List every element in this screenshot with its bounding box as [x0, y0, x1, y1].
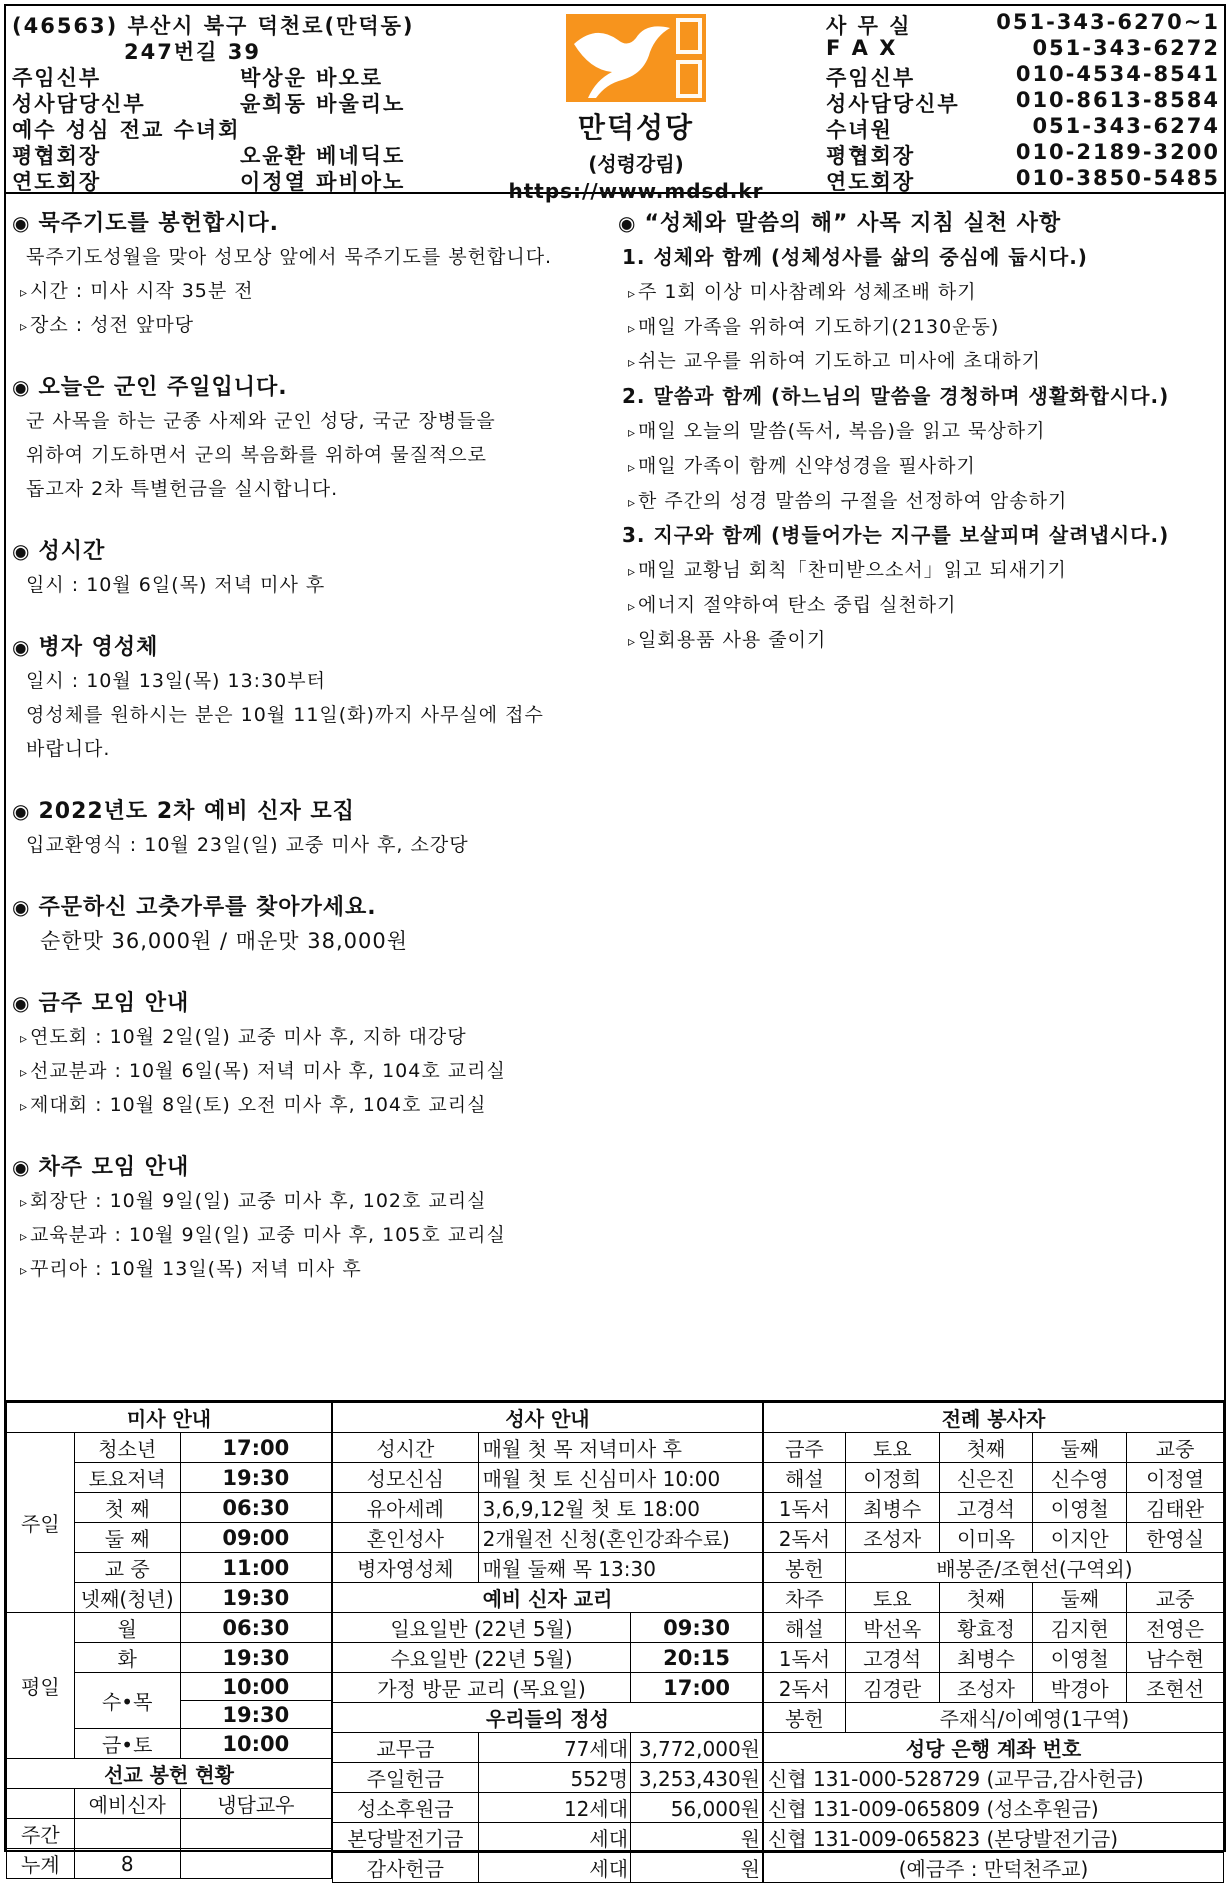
notice-line: 영성체를 원하시는 분은 10월 11일(화)까지 사무실에 접수	[26, 704, 544, 726]
column-header: 교중	[1127, 1583, 1224, 1613]
server-name: 조성자	[939, 1673, 1033, 1703]
mass-time: 19:30	[180, 1583, 331, 1613]
server-name: 이영철	[1033, 1493, 1127, 1523]
class-time: 20:15	[631, 1643, 763, 1673]
notice-line: 일시 : 10월 13일(목) 13:30부터	[26, 670, 326, 692]
sacrament-detail: 매월 첫 토 신심미사 10:00	[478, 1463, 762, 1493]
guideline-item: ▹ 매일 오늘의 말씀(독서, 복음)을 읽고 묵상하기	[618, 414, 1224, 449]
sacrament-detail: 2개월전 신청(혼인강좌수료)	[478, 1523, 762, 1553]
server-name: 최병수	[939, 1643, 1033, 1673]
role-label: 1독서	[764, 1643, 846, 1673]
mass-name: 화	[74, 1643, 180, 1673]
bank-account: 신협 131-009-065809 (성소후원금)	[764, 1793, 1224, 1823]
mass-time: 09:00	[180, 1523, 331, 1553]
column-header: 둘째	[1033, 1433, 1127, 1463]
staff-row: 연도회장 이정열 파비아노	[12, 170, 406, 194]
offering-name: 주일헌금	[333, 1763, 479, 1793]
server-name: 신은진	[939, 1463, 1033, 1493]
notice-line: 돕고자 2차 특별헌금을 실시합니다.	[26, 478, 339, 500]
guideline-item: ▹ 한 주간의 성경 말씀의 구절을 선정하여 암송하기	[618, 484, 1224, 519]
notice-line: ▹ 연도회 : 10월 2일(일) 교중 미사 후, 지하 대강당	[12, 1020, 612, 1054]
offering-count: 77세대	[478, 1733, 630, 1763]
server-name: 박선옥	[845, 1613, 939, 1643]
server-name: 김태완	[1127, 1493, 1224, 1523]
mass-time: 06:30	[180, 1493, 331, 1523]
mass-name: 토요저녁	[74, 1463, 180, 1493]
notice-section	[12, 534, 612, 602]
header	[6, 6, 1224, 203]
mass-name: 넷째(청년)	[74, 1583, 180, 1613]
offering-count: 세대	[478, 1823, 630, 1853]
role-label: 해설	[764, 1463, 846, 1493]
parish-address-block	[12, 10, 482, 192]
sacrament-detail: 매월 첫 목 저녁미사 후	[478, 1433, 762, 1463]
server-name: 이지안	[1033, 1523, 1127, 1553]
column-header: 둘째	[1033, 1583, 1127, 1613]
column-header: 첫째	[939, 1583, 1033, 1613]
mass-name: 청소년	[74, 1433, 180, 1463]
contact-row: 평협회장 010-2189-3200	[826, 140, 1220, 168]
parish-subtitle: (성령강림)	[588, 152, 684, 176]
table-title: 우리들의 정성	[333, 1703, 763, 1733]
role-label: 봉헌	[764, 1703, 846, 1733]
empty-cell	[7, 1789, 75, 1819]
notice-line: 일시 : 10월 6일(목) 저녁 미사 후	[26, 574, 326, 596]
table-title: 선교 봉헌 현황	[7, 1759, 332, 1789]
server-name: 이정희	[845, 1463, 939, 1493]
column-header: 토요	[845, 1433, 939, 1463]
notice-section	[12, 890, 612, 958]
guideline-item: ▹ 쉬는 교우를 위하여 기도하고 미사에 초대하기	[618, 344, 1224, 379]
offering-amount: 원	[631, 1853, 763, 1883]
server-name: 김지현	[1033, 1613, 1127, 1643]
section-title: ◉ 금주 모임 안내	[12, 991, 190, 1016]
server-name: 이영철	[1033, 1643, 1127, 1673]
sacrament-name: 병자영성체	[333, 1553, 479, 1583]
notice-line: ▹ 장소 : 성전 앞마당	[12, 308, 612, 342]
parish-logo-block	[486, 14, 786, 203]
section-title: ◉ 병자 영성체	[12, 635, 159, 660]
bullseye-bullet-icon: ◉	[12, 539, 31, 563]
column-header: 교중	[1127, 1433, 1224, 1463]
section-title: ◉ 주문하신 고춧가루를 찾아가세요.	[12, 895, 377, 920]
section-title: ◉ 성시간	[12, 539, 106, 564]
contact-row: 사 무 실 051-343-6270~1	[826, 10, 1220, 38]
parish-name: 만덕성당	[577, 111, 695, 144]
notice-section	[12, 370, 612, 506]
guideline-heading: 2. 말씀과 함께 (하느님의 말씀을 경청하며 생활화합시다.)	[622, 384, 1170, 409]
table-title: 미사 안내	[7, 1403, 332, 1433]
guideline-item: ▹ 매일 가족이 함께 신약성경을 필사하기	[618, 449, 1224, 484]
class-name: 일요일반 (22년 5월)	[333, 1613, 631, 1643]
bullseye-bullet-icon: ◉	[12, 895, 31, 919]
section-title: ◉ “성체와 말씀의 해” 사목 지침 실천 사항	[618, 211, 1062, 236]
server-name: 한영실	[1127, 1523, 1224, 1553]
notice-line: ▹ 시간 : 미사 시작 35분 전	[12, 274, 612, 308]
offering-count: 12세대	[478, 1793, 630, 1823]
column-header: 냉담교우	[180, 1789, 331, 1819]
notice-line: 묵주기도성월을 맞아 성모상 앞에서 묵주기도를 봉헌합니다.	[26, 246, 553, 268]
role-label: 1독서	[764, 1493, 846, 1523]
server-name: 이정열	[1127, 1463, 1224, 1493]
column-header: 토요	[845, 1583, 939, 1613]
sacrament-detail: 3,6,9,12월 첫 토 18:00	[478, 1493, 762, 1523]
mass-time: 19:30	[180, 1463, 331, 1493]
bank-account: 신협 131-000-528729 (교무금,감사헌금)	[764, 1763, 1224, 1793]
sacrament-table	[332, 1402, 763, 1883]
notice-line: 위하여 기도하면서 군의 복음화를 위하여 물질적으로	[26, 444, 487, 466]
notices-left-column	[12, 206, 612, 1314]
bullseye-bullet-icon: ◉	[12, 211, 31, 235]
server-name: 최병수	[845, 1493, 939, 1523]
column-header: 차주	[764, 1583, 846, 1613]
guideline-heading: 3. 지구와 함께 (병들어가는 지구를 보살피며 살려냅시다.)	[622, 523, 1170, 548]
liturgy-table	[763, 1402, 1224, 1883]
pastoral-guidelines-column	[618, 206, 1224, 658]
dove-logo-icon	[566, 14, 706, 102]
server-name: 조성자	[845, 1523, 939, 1553]
mass-name: 둘 째	[74, 1523, 180, 1553]
row-label: 주간	[7, 1819, 75, 1849]
contact-row: 수녀원 051-343-6274	[826, 114, 1220, 142]
table-title: 성당 은행 계좌 번호	[764, 1733, 1224, 1763]
mass-name: 월	[74, 1613, 180, 1643]
server-name: 박경아	[1033, 1673, 1127, 1703]
bullseye-bullet-icon: ◉	[12, 991, 31, 1015]
server-name: 배봉준/조현선(구역외)	[845, 1553, 1223, 1583]
server-name: 전영은	[1127, 1613, 1224, 1643]
column-header: 예비신자	[74, 1789, 180, 1819]
role-label: 봉헌	[764, 1553, 846, 1583]
bullseye-bullet-icon: ◉	[12, 635, 31, 659]
contact-row: 연도회장 010-3850-5485	[826, 166, 1220, 194]
class-time: 17:00	[631, 1673, 763, 1703]
server-name: 김경란	[845, 1673, 939, 1703]
notice-line: 순한맛 36,000원 / 매운맛 38,000원	[40, 929, 409, 953]
class-name: 수요일반 (22년 5월)	[333, 1643, 631, 1673]
notice-section	[12, 794, 612, 862]
sacrament-name: 유아세례	[333, 1493, 479, 1523]
server-name: 고경석	[845, 1643, 939, 1673]
offering-amount: 3,253,430원	[631, 1763, 763, 1793]
mass-name: 첫 째	[74, 1493, 180, 1523]
bullseye-bullet-icon: ◉	[12, 1155, 31, 1179]
notice-section	[12, 206, 612, 342]
role-label: 2독서	[764, 1523, 846, 1553]
address-line-1: (46563) 부산시 북구 덕천로(만덕동)	[12, 14, 415, 38]
mass-time: 19:30	[180, 1701, 331, 1729]
table-title: 전례 봉사자	[764, 1403, 1224, 1433]
notice-section	[12, 630, 612, 766]
section-title: ◉ 차주 모임 안내	[12, 1155, 190, 1180]
staff-row: 예수 성심 전교 수녀회	[12, 118, 241, 142]
class-name: 가정 방문 교리 (목요일)	[333, 1673, 631, 1703]
section-title: ◉ 묵주기도를 봉헌합시다.	[12, 211, 279, 236]
notice-line: ▹ 선교분과 : 10월 6일(목) 저녁 미사 후, 104호 교리실	[12, 1054, 612, 1088]
address-line-2: 247번길 39	[124, 40, 261, 64]
notice-line: ▹ 회장단 : 10월 9일(일) 교중 미사 후, 102호 교리실	[12, 1184, 612, 1218]
server-name: 이미옥	[939, 1523, 1033, 1553]
offering-name: 감사헌금	[333, 1853, 479, 1883]
mass-time: 11:00	[180, 1553, 331, 1583]
mass-name: 교 중	[74, 1553, 180, 1583]
role-label: 해설	[764, 1613, 846, 1643]
server-name: 남수현	[1127, 1643, 1224, 1673]
guideline-heading: 1. 성체와 함께 (성체성사를 삶의 중심에 둡시다.)	[622, 245, 1088, 269]
contact-block	[826, 10, 1220, 192]
notice-line: ▹ 꾸리아 : 10월 13일(목) 저녁 미사 후	[12, 1252, 612, 1286]
offering-amount: 56,000원	[631, 1793, 763, 1823]
mass-schedule-table	[6, 1402, 332, 1879]
offering-name: 본당발전기금	[333, 1823, 479, 1853]
server-name: 황효정	[939, 1613, 1033, 1643]
guideline-item: ▹ 에너지 절약하여 탄소 중립 실천하기	[618, 588, 1224, 623]
bullseye-bullet-icon: ◉	[618, 211, 637, 235]
notice-line: ▹ 교육분과 : 10월 9일(일) 교중 미사 후, 105호 교리실	[12, 1218, 612, 1252]
account-holder: (예금주 : 만덕천주교)	[764, 1853, 1224, 1883]
mass-time: 17:00	[180, 1433, 331, 1463]
section-title: ◉ 2022년도 2차 예비 신자 모집	[12, 799, 355, 824]
sacrament-detail: 매월 둘째 목 13:30	[478, 1553, 762, 1583]
count-cell	[74, 1819, 180, 1849]
notice-line: 바랍니다.	[26, 738, 111, 760]
notice-section	[12, 1150, 612, 1286]
bulletin-page	[4, 4, 1226, 1881]
notice-section	[12, 986, 612, 1122]
count-cell	[180, 1819, 331, 1849]
server-name: 고경석	[939, 1493, 1033, 1523]
server-name: 신수영	[1033, 1463, 1127, 1493]
contact-row: 성사담당신부 010-8613-8584	[826, 88, 1220, 116]
class-time: 09:30	[631, 1613, 763, 1643]
sacrament-name: 혼인성사	[333, 1523, 479, 1553]
staff-row: 평협회장 오윤환 베네딕도	[12, 144, 406, 168]
section-title: ◉ 오늘은 군인 주일입니다.	[12, 375, 288, 400]
sacrament-name: 성모신심	[333, 1463, 479, 1493]
server-name: 조현선	[1127, 1673, 1224, 1703]
row-label: 누계	[7, 1849, 75, 1879]
column-header: 첫째	[939, 1433, 1033, 1463]
staff-row: 주임신부 박상운 바오로	[12, 66, 384, 90]
staff-row: 성사담당신부 윤희동 바울리노	[12, 92, 406, 116]
count-cell: 8	[74, 1849, 180, 1879]
mass-name: 금•토	[74, 1729, 180, 1759]
parish-url-link[interactable]: https://www.mdsd.kr	[508, 179, 764, 203]
mass-time: 06:30	[180, 1613, 331, 1643]
table-title: 예비 신자 교리	[333, 1583, 763, 1613]
mass-time: 19:30	[180, 1643, 331, 1673]
notice-line: 입교환영식 : 10월 23일(일) 교중 미사 후, 소강당	[26, 834, 469, 856]
offering-count: 세대	[478, 1853, 630, 1883]
mass-time: 10:00	[180, 1673, 331, 1701]
offering-name: 성소후원금	[333, 1793, 479, 1823]
column-header: 금주	[764, 1433, 846, 1463]
offering-name: 교무금	[333, 1733, 479, 1763]
guideline-item: ▹ 매일 가족을 위하여 기도하기(2130운동)	[618, 310, 1224, 345]
sunday-label: 주일	[7, 1433, 75, 1613]
contact-row: 주임신부 010-4534-8541	[826, 62, 1220, 90]
bullseye-bullet-icon: ◉	[12, 799, 31, 823]
server-name: 주재식/이예영(1구역)	[845, 1703, 1223, 1733]
weekday-label: 평일	[7, 1613, 75, 1759]
guideline-item: ▹ 매일 교황님 회칙「찬미받으소서」읽고 되새기기	[618, 553, 1224, 588]
bank-account: 신협 131-009-065823 (본당발전기금)	[764, 1823, 1224, 1853]
count-cell	[180, 1849, 331, 1879]
notice-line: 군 사목을 하는 군종 사제와 군인 성당, 국군 장병들을	[26, 410, 496, 432]
sacrament-name: 성시간	[333, 1433, 479, 1463]
info-tables	[6, 1400, 1224, 1881]
guideline-item: ▹ 일회용품 사용 줄이기	[618, 623, 1224, 658]
mass-time: 10:00	[180, 1729, 331, 1759]
contact-row: F A X 051-343-6272	[826, 36, 1220, 60]
guideline-item: ▹ 주 1회 이상 미사참례와 성체조배 하기	[618, 275, 1224, 310]
offering-count: 552명	[478, 1763, 630, 1793]
role-label: 2독서	[764, 1673, 846, 1703]
mass-name: 수•목	[74, 1673, 180, 1729]
offering-amount: 원	[631, 1823, 763, 1853]
offering-amount: 3,772,000원	[631, 1733, 763, 1763]
table-title: 성사 안내	[333, 1403, 763, 1433]
notice-line: ▹ 제대회 : 10월 8일(토) 오전 미사 후, 104호 교리실	[12, 1088, 612, 1122]
bullseye-bullet-icon: ◉	[12, 375, 31, 399]
